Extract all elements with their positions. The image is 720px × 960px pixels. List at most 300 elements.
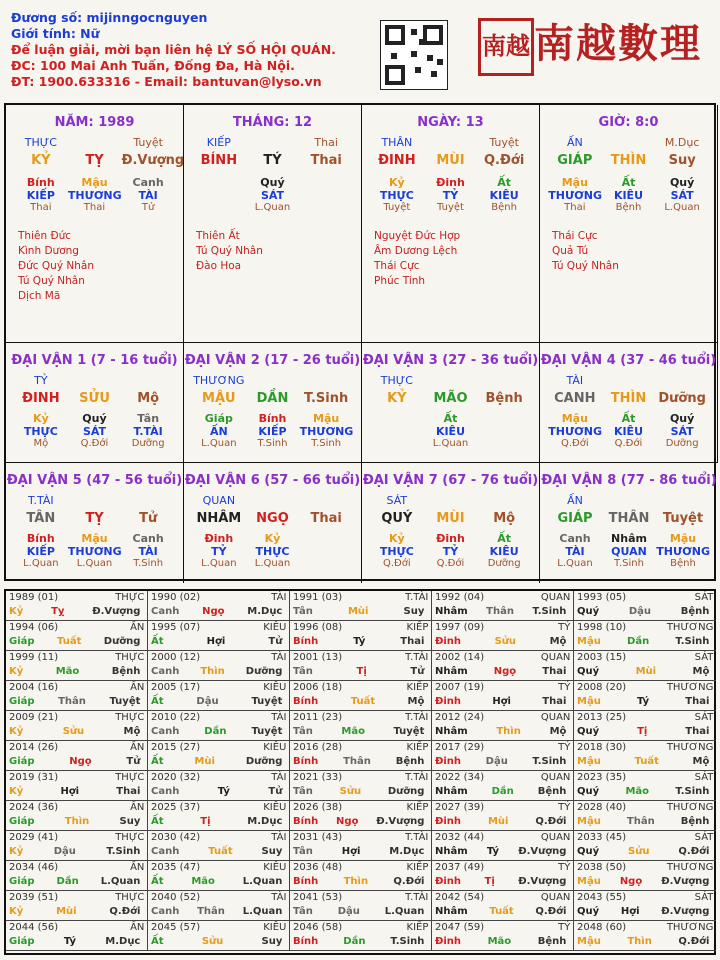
year-cell[interactable] xyxy=(6,921,148,951)
year-label: 2031 (43) xyxy=(293,832,343,843)
star-item: Tú Quý Nhân xyxy=(18,275,85,287)
year-phase: Q.Đới xyxy=(678,846,710,857)
year-god: TÀI xyxy=(271,892,287,903)
year-branch: Hợi xyxy=(341,846,361,857)
spacer xyxy=(246,136,299,149)
star-item: Tú Quý Nhân xyxy=(552,260,619,272)
year-cell[interactable] xyxy=(574,921,716,951)
star-item: Thiên Đức xyxy=(18,230,72,242)
hidden-stem: Mậu xyxy=(81,176,108,189)
daivan-god: TỶ xyxy=(34,374,48,387)
year-branch: Sửu xyxy=(339,786,362,797)
year-cell[interactable] xyxy=(148,831,290,861)
year-label: 1999 (11) xyxy=(9,652,59,663)
chart-grid xyxy=(4,103,716,581)
daivan-god: THỰC xyxy=(380,374,413,387)
star-item: Đức Quý Nhân xyxy=(18,260,94,272)
year-phase: Tuyệt xyxy=(393,726,425,737)
pillar-state: Tuyệt xyxy=(489,136,519,149)
year-branch: Sửu xyxy=(628,846,650,857)
year-stem: Đinh xyxy=(435,756,462,767)
year-cell[interactable] xyxy=(432,831,574,861)
hidden-phase: Dưỡng xyxy=(131,438,165,449)
year-label: 1998 (10) xyxy=(577,622,627,633)
year-label: 2003 (15) xyxy=(577,652,627,663)
hidden-stem: Quý xyxy=(82,412,107,425)
year-branch: Tị xyxy=(637,726,648,737)
spacer xyxy=(424,136,477,149)
year-cell[interactable] xyxy=(148,651,290,681)
year-branch: Thân xyxy=(626,816,655,827)
hidden-god: TÀI xyxy=(138,189,158,202)
hidden-god xyxy=(300,189,353,202)
hidden-god xyxy=(478,425,531,438)
year-cell[interactable] xyxy=(290,711,432,741)
hidden-stem: Đinh xyxy=(204,532,234,545)
year-cell[interactable] xyxy=(432,711,574,741)
year-branch: Thìn xyxy=(627,936,652,947)
spacer xyxy=(478,494,531,507)
hidden-stem: Kỷ xyxy=(388,176,405,189)
hidden-stem: Nhâm xyxy=(611,532,647,545)
year-cell[interactable] xyxy=(574,681,716,711)
year-stem: Đinh xyxy=(435,816,462,827)
year-stem: Quý xyxy=(577,906,600,917)
hidden-god: KIẾP xyxy=(26,545,55,558)
year-stem: Bính xyxy=(293,696,319,707)
year-god: KIẾP xyxy=(406,682,429,693)
year-branch: Tị xyxy=(356,666,367,677)
year-cell[interactable] xyxy=(148,801,290,831)
logo-seal: 南越 xyxy=(478,18,534,76)
year-branch: Hợi xyxy=(206,636,226,647)
year-phase: Đ.Vượng xyxy=(661,906,710,917)
daivan-god: TÀI xyxy=(566,374,584,387)
hidden-phase: Tuyệt xyxy=(437,202,464,213)
year-branch: Dần xyxy=(343,936,366,947)
annual-grid xyxy=(4,589,716,955)
hidden-god xyxy=(370,425,423,438)
year-cell[interactable] xyxy=(574,801,716,831)
year-branch: Mùi xyxy=(635,666,657,677)
year-phase: Đ.Vượng xyxy=(376,816,425,827)
star-item: Thiên Ất xyxy=(196,230,240,242)
year-cell[interactable] xyxy=(6,741,148,771)
year-god: SÁT xyxy=(694,592,714,603)
year-cell[interactable] xyxy=(290,681,432,711)
year-god: ẤN xyxy=(130,862,145,873)
year-phase: L.Quan xyxy=(242,906,283,917)
hidden-phase: Q.Đới xyxy=(560,438,589,449)
year-god: THỰC xyxy=(115,892,145,903)
year-god: THƯƠNG xyxy=(666,802,714,813)
year-label: 2009 (21) xyxy=(9,712,59,723)
year-phase: Bệnh xyxy=(680,816,710,827)
pillar-cell xyxy=(6,105,184,343)
daivan-stem: MẬU xyxy=(202,391,236,406)
year-cell[interactable] xyxy=(432,861,574,891)
year-label: 2027 (39) xyxy=(435,802,485,813)
hidden-phase: T.Sinh xyxy=(133,558,164,569)
year-cell[interactable] xyxy=(148,591,290,621)
spacer xyxy=(300,494,353,507)
year-label: 1990 (02) xyxy=(151,592,201,603)
year-cell[interactable] xyxy=(6,681,148,711)
spacer xyxy=(478,374,531,387)
daivan-phase: T.Sinh xyxy=(304,391,349,406)
year-cell[interactable] xyxy=(432,771,574,801)
daivan-god: THƯƠNG xyxy=(193,374,245,387)
year-branch: Ngọ xyxy=(493,666,517,677)
daivan-branch: MÙI xyxy=(436,511,465,526)
year-cell[interactable] xyxy=(574,591,716,621)
year-phase: Thai xyxy=(685,696,710,707)
year-cell[interactable] xyxy=(6,861,148,891)
hidden-stem: Đinh xyxy=(436,176,465,189)
spacer xyxy=(656,374,709,387)
pillar-god: KIẾP xyxy=(206,136,231,149)
year-stem: Nhâm xyxy=(435,846,468,857)
year-phase: L.Quan xyxy=(384,906,425,917)
year-cell[interactable] xyxy=(6,891,148,921)
year-cell[interactable] xyxy=(290,891,432,921)
year-god: ẤN xyxy=(130,682,145,693)
hidden-phase xyxy=(300,558,353,569)
year-cell[interactable] xyxy=(148,711,290,741)
year-phase: Suy xyxy=(403,606,425,617)
year-phase: T.Sinh xyxy=(532,756,567,767)
year-god: SÁT xyxy=(694,772,714,783)
year-stem: Tân xyxy=(293,606,313,617)
year-god: KIÊU xyxy=(263,682,287,693)
owner-gender: Giới tính: Nữ xyxy=(11,26,100,41)
year-cell[interactable] xyxy=(432,651,574,681)
year-branch: Sửu xyxy=(201,936,224,947)
hidden-stem: Bính xyxy=(258,412,287,425)
year-label: 2001 (13) xyxy=(293,652,343,663)
year-cell[interactable] xyxy=(574,891,716,921)
year-god: KIẾP xyxy=(406,862,429,873)
owner-name: Đương số: mijinngocnguyen xyxy=(11,10,208,25)
year-label: 2048 (60) xyxy=(577,922,627,933)
year-stem: Canh xyxy=(151,786,180,797)
daivan-phase: Bệnh xyxy=(485,391,523,406)
year-branch: Dậu xyxy=(628,606,652,617)
year-god: TÀI xyxy=(271,652,287,663)
year-phase: T.Sinh xyxy=(390,936,425,947)
pillar-title: THÁNG: 12 xyxy=(232,115,313,130)
year-branch: Sửu xyxy=(494,636,517,647)
pillar-god: THÂN xyxy=(381,136,413,149)
year-cell[interactable] xyxy=(290,651,432,681)
daivan-branch: DẦN xyxy=(256,391,289,406)
year-cell[interactable] xyxy=(290,831,432,861)
year-branch: Mão xyxy=(341,726,365,737)
year-cell[interactable] xyxy=(290,621,432,651)
hidden-phase: Dưỡng xyxy=(487,558,521,569)
year-label: 2033 (45) xyxy=(577,832,627,843)
hidden-stem: Mậu xyxy=(81,532,108,545)
hidden-stem: Ất xyxy=(497,532,512,545)
year-stem: Canh xyxy=(151,906,180,917)
year-branch: Tuất xyxy=(489,906,514,917)
year-god: QUAN xyxy=(540,652,571,663)
year-cell[interactable] xyxy=(574,621,716,651)
year-cell[interactable] xyxy=(432,621,574,651)
year-phase: Q.Đới xyxy=(393,876,425,887)
year-god: THƯƠNG xyxy=(666,862,714,873)
pillar-state: Tuyệt xyxy=(133,136,163,149)
year-stem: Giáp xyxy=(9,936,35,947)
hidden-god: ẤN xyxy=(209,425,228,438)
hidden-phase: L.Quan xyxy=(664,202,700,213)
year-cell[interactable] xyxy=(432,741,574,771)
hidden-god: KIÊU xyxy=(435,425,466,438)
year-cell[interactable] xyxy=(148,891,290,921)
hidden-phase: Q.Đới xyxy=(436,558,465,569)
year-label: 2045 (57) xyxy=(151,922,201,933)
pillar-branch: THÌN xyxy=(610,153,647,168)
pillar-title: NĂM: 1989 xyxy=(54,115,135,130)
spacer xyxy=(246,494,299,507)
year-cell[interactable] xyxy=(290,771,432,801)
spacer xyxy=(122,494,175,507)
year-phase: M.Dục xyxy=(105,936,141,947)
daivan-title: ĐẠI VẬN 5 (47 - 56 tuổi) xyxy=(6,473,183,488)
year-cell[interactable] xyxy=(290,741,432,771)
year-phase: Đ.Vượng xyxy=(518,876,567,887)
year-label: 2035 (47) xyxy=(151,862,201,873)
year-stem: Bính xyxy=(293,816,319,827)
year-phase: T.Sinh xyxy=(675,786,710,797)
qr-code[interactable] xyxy=(380,20,448,90)
year-branch: Tý xyxy=(217,786,230,797)
hidden-god: SÁT xyxy=(670,189,694,202)
year-god: THỰC xyxy=(115,772,145,783)
daivan-branch: THÌN xyxy=(610,391,647,406)
year-phase: T.Sinh xyxy=(675,636,710,647)
year-stem: Giáp xyxy=(9,816,35,827)
year-cell[interactable] xyxy=(290,861,432,891)
year-phase: Q.Đới xyxy=(678,936,710,947)
year-label: 2012 (24) xyxy=(435,712,485,723)
year-cell[interactable] xyxy=(290,921,432,951)
year-branch: Tỵ xyxy=(51,606,65,617)
year-branch: Hợi xyxy=(60,786,80,797)
hidden-phase: Q.Đới xyxy=(80,438,109,449)
daivan-cell xyxy=(6,463,184,583)
year-label: 2032 (44) xyxy=(435,832,485,843)
hidden-phase: Bệnh xyxy=(670,558,696,569)
year-stem: Quý xyxy=(577,666,600,677)
spacer xyxy=(68,374,121,387)
daivan-title: ĐẠI VẬN 8 (77 - 86 tuổi) xyxy=(541,473,717,488)
hidden-god: KIÊU xyxy=(489,545,519,558)
hidden-stem: Quý xyxy=(669,176,695,189)
hidden-stem: Bính xyxy=(26,176,55,189)
hidden-stem: Ất xyxy=(497,176,512,189)
year-branch: Dần xyxy=(56,876,79,887)
star-item: Đào Hoa xyxy=(196,260,242,272)
hidden-stem: Mậu xyxy=(669,532,697,545)
hidden-phase: Bệnh xyxy=(491,202,517,213)
daivan-phase: Mộ xyxy=(137,391,160,406)
year-stem: Quý xyxy=(577,846,600,857)
year-stem: Kỷ xyxy=(9,786,24,797)
daivan-phase: Thai xyxy=(310,511,342,526)
year-stem: Giáp xyxy=(9,696,35,707)
year-cell[interactable] xyxy=(6,651,148,681)
year-god: T.TÀI xyxy=(405,892,429,903)
year-branch: Thìn xyxy=(64,816,90,827)
year-label: 2002 (14) xyxy=(435,652,485,663)
hidden-phase: Tử xyxy=(141,202,155,213)
hidden-phase: Tuyệt xyxy=(383,202,411,213)
logo-text: 南越數理 xyxy=(534,20,702,67)
hidden-stem: Ất xyxy=(621,176,636,189)
year-cell[interactable] xyxy=(574,651,716,681)
year-phase: T.Sinh xyxy=(106,846,141,857)
year-god: ẤN xyxy=(130,922,145,933)
year-cell[interactable] xyxy=(6,591,148,621)
hidden-god: QUAN xyxy=(611,545,647,558)
hidden-god: TÀI xyxy=(138,545,158,558)
year-cell[interactable] xyxy=(148,741,290,771)
year-cell[interactable] xyxy=(290,801,432,831)
year-stem: Mậu xyxy=(577,816,601,827)
hidden-god: KIÊU xyxy=(489,189,519,202)
year-god: KIẾP xyxy=(406,622,429,633)
year-cell[interactable] xyxy=(432,591,574,621)
hidden-god: TÀI xyxy=(565,545,585,558)
daivan-stem: CANH xyxy=(554,391,596,406)
year-cell[interactable] xyxy=(6,621,148,651)
year-cell[interactable] xyxy=(432,681,574,711)
year-stem: Quý xyxy=(577,786,600,797)
year-stem: Bính xyxy=(293,876,319,887)
hidden-phase: Mộ xyxy=(33,438,49,449)
daivan-stem: QUÝ xyxy=(381,511,413,526)
year-phase: Dưỡng xyxy=(103,636,141,647)
year-phase: Bệnh xyxy=(537,786,567,797)
year-branch: Dậu xyxy=(337,906,360,917)
year-label: 2007 (19) xyxy=(435,682,485,693)
pillar-stem: BÍNH xyxy=(200,153,238,168)
year-branch: Tuất xyxy=(208,846,233,857)
year-cell[interactable] xyxy=(574,861,716,891)
star-item: Âm Dương Lệch xyxy=(374,245,458,257)
year-god: KIÊU xyxy=(263,922,287,933)
spacer xyxy=(424,374,477,387)
year-god: THƯƠNG xyxy=(666,742,714,753)
year-cell[interactable] xyxy=(432,921,574,951)
year-label: 2011 (23) xyxy=(293,712,343,723)
year-phase: Đ.Vượng xyxy=(661,876,710,887)
year-cell[interactable] xyxy=(148,621,290,651)
year-god: KIẾP xyxy=(406,742,429,753)
year-stem: Nhâm xyxy=(435,666,468,677)
year-god: TÀI xyxy=(271,712,287,723)
year-god: QUAN xyxy=(540,772,571,783)
year-phase: L.Quan xyxy=(242,876,283,887)
year-cell[interactable] xyxy=(432,801,574,831)
daivan-god: T.TÀI xyxy=(28,494,54,507)
year-stem: Mậu xyxy=(577,756,601,767)
year-label: 2014 (26) xyxy=(9,742,59,753)
hidden-god: TỶ xyxy=(211,545,227,558)
year-phase: Tử xyxy=(126,756,141,767)
year-cell[interactable] xyxy=(574,741,716,771)
year-god: SÁT xyxy=(694,652,714,663)
hidden-phase: Bệnh xyxy=(615,202,642,213)
year-cell[interactable] xyxy=(290,591,432,621)
star-list xyxy=(6,229,183,304)
year-stem: Ất xyxy=(151,696,164,707)
hidden-phase xyxy=(370,438,423,449)
year-label: 2034 (46) xyxy=(9,862,59,873)
year-cell[interactable] xyxy=(148,861,290,891)
pillar-branch: TÝ xyxy=(263,153,282,168)
year-cell[interactable] xyxy=(6,831,148,861)
hidden-phase: Q.Đới xyxy=(382,558,411,569)
year-cell[interactable] xyxy=(6,801,148,831)
spacer xyxy=(300,374,353,387)
year-cell[interactable] xyxy=(148,681,290,711)
year-label: 2029 (41) xyxy=(9,832,59,843)
daivan-cell xyxy=(362,343,540,463)
year-cell[interactable] xyxy=(6,711,148,741)
year-label: 2041 (53) xyxy=(293,892,343,903)
year-cell[interactable] xyxy=(574,831,716,861)
year-cell[interactable] xyxy=(432,891,574,921)
year-label: 2040 (52) xyxy=(151,892,201,903)
spacer xyxy=(424,494,477,507)
year-cell[interactable] xyxy=(6,771,148,801)
year-branch: Thân xyxy=(343,756,371,767)
daivan-branch: MÃO xyxy=(433,391,468,406)
year-branch: Ngọ xyxy=(202,606,225,617)
year-god: THỰC xyxy=(115,652,145,663)
year-stem: Canh xyxy=(151,606,180,617)
spacer xyxy=(602,136,655,149)
daivan-stem: GIÁP xyxy=(557,511,593,526)
hidden-phase xyxy=(192,202,245,213)
year-stem: Ất xyxy=(151,936,164,947)
year-stem: Tân xyxy=(293,666,313,677)
hidden-god: TỶ xyxy=(442,189,459,202)
year-cell[interactable] xyxy=(574,771,716,801)
year-god: TÀI xyxy=(271,832,287,843)
year-branch: Sửu xyxy=(62,726,85,737)
contact-line: Để luận giải, mời bạn liên hệ LÝ SỐ HỘI QUÁN. xyxy=(11,42,336,57)
year-phase: Bệnh xyxy=(680,606,710,617)
year-phase: Bệnh xyxy=(395,756,425,767)
year-branch: Dần xyxy=(627,636,650,647)
year-phase: Mộ xyxy=(549,726,567,737)
year-stem: Đinh xyxy=(435,876,462,887)
year-god: KIẾP xyxy=(406,802,429,813)
year-phase: Mộ xyxy=(407,696,425,707)
year-cell[interactable] xyxy=(148,771,290,801)
year-cell[interactable] xyxy=(574,711,716,741)
hidden-stem: Kỷ xyxy=(388,532,405,545)
hidden-phase: L.Quan xyxy=(254,202,291,213)
year-branch: Tuất xyxy=(634,756,659,767)
year-god: T.TÀI xyxy=(405,772,429,783)
year-cell[interactable] xyxy=(148,921,290,951)
hidden-god: THỰC xyxy=(379,189,414,202)
year-stem: Nhâm xyxy=(435,726,468,737)
